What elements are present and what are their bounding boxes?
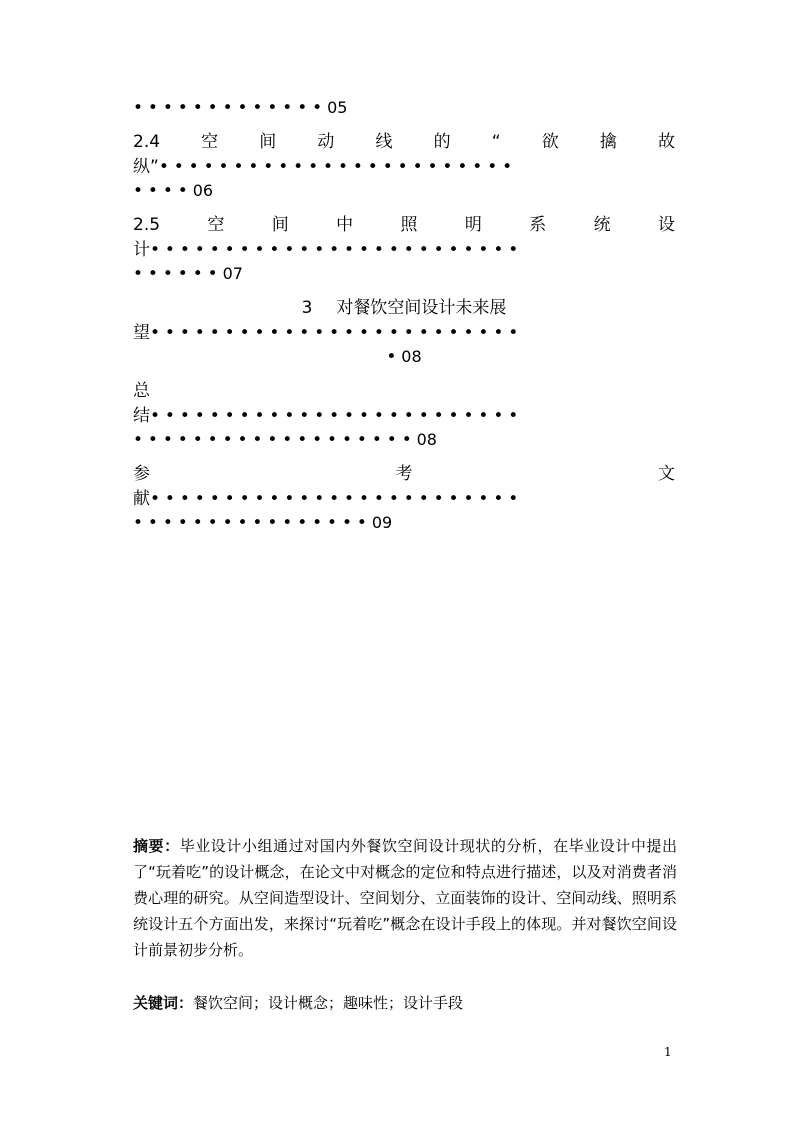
- toc-char: 的: [433, 132, 451, 152]
- abstract-paragraph: [133, 833, 677, 963]
- toc-text: 总: [133, 381, 150, 401]
- toc-leader-dots: •: [386, 347, 402, 367]
- toc-leader-dots: ••••••••••••••••: [133, 513, 372, 533]
- toc-entry-refs-line2: [133, 489, 675, 509]
- toc-leader-dots: •••••••••••••: [133, 98, 328, 118]
- toc-char: 2.5: [133, 215, 161, 235]
- toc-char: 参: [133, 464, 150, 484]
- keywords-label: 关键词：: [133, 994, 194, 1012]
- toc-entry-prev-line: [133, 98, 675, 118]
- toc-char: 擒: [599, 132, 617, 152]
- toc-char: “: [491, 132, 501, 152]
- toc-leader-dots: •••••••••••••••••••••••••: [150, 240, 524, 260]
- toc-chapter-number: 3: [301, 298, 313, 318]
- toc-page-number: 09: [371, 513, 393, 532]
- toc-char: 明: [464, 215, 482, 235]
- toc-text: 结: [133, 406, 150, 426]
- toc-entry-summary-line2: [133, 406, 675, 426]
- toc-char: 动: [317, 132, 335, 152]
- toc-text: 献: [133, 489, 150, 509]
- toc-entry-3-line2: [133, 323, 675, 343]
- toc-page-number: 06: [192, 181, 214, 200]
- toc-char: 空: [201, 132, 219, 152]
- toc-entry-2-5-line2: [133, 240, 675, 260]
- toc-char: 故: [657, 132, 675, 152]
- toc-char: 统: [593, 215, 611, 235]
- toc-leader-dots: •••••••••••••••••••••••••: [150, 489, 524, 509]
- keywords-line: [133, 991, 677, 1015]
- toc-leader-dots: ••••••: [133, 264, 223, 284]
- toc-char: 系: [529, 215, 547, 235]
- toc-char: 间: [259, 132, 277, 152]
- toc-char: 线: [375, 132, 393, 152]
- toc-entry-3-title: [133, 298, 675, 318]
- toc-entry-refs-title: [133, 464, 675, 484]
- toc-leader-dots: ••••••••••••••••••••••••: [158, 157, 518, 177]
- toc-char: 照: [400, 215, 418, 235]
- abstract-text: 毕业设计小组通过对国内外餐饮空间设计现状的分析，在毕业设计中提出了“玩着吃”的设计概念，在论文中对概念的定位和特点进行描述，以及对消费者消费心理的研究。从空间造型设计、空间划分、立面装饰的设计、空间动线、照明系统设计五个方面出发，来探讨“玩着吃”概念在设计手段上的体现。并对餐饮空间设计前景初步分析。: [133, 837, 677, 959]
- toc-entry-2-5-line3: [133, 264, 675, 284]
- toc-text: 计: [133, 240, 150, 260]
- toc-entry-3-line3: [133, 347, 675, 367]
- toc-char: 考: [395, 464, 413, 484]
- toc-entry-summary-line3: [133, 430, 675, 450]
- toc-leader-dots: •••••••••••••••••••••••••: [150, 323, 524, 343]
- toc-chapter-title: 对餐饮空间设计未来展: [336, 298, 507, 318]
- toc-char: 中: [336, 215, 354, 235]
- toc-char: 间: [271, 215, 289, 235]
- keywords-text: 餐饮空间；设计概念；趣味性；设计手段: [193, 994, 464, 1012]
- toc-page-number: 07: [222, 264, 243, 283]
- toc-page-number: 05: [327, 98, 348, 117]
- toc-entry-refs-line3: [133, 513, 675, 533]
- toc-entry-2-4-line3: [133, 181, 675, 201]
- toc-text: 纵”: [133, 157, 159, 177]
- toc-entry-2-4-line2: [133, 157, 675, 177]
- abstract-label: 摘要：: [133, 837, 180, 855]
- toc-char: 欲: [541, 132, 559, 152]
- toc-page-number: 08: [416, 430, 437, 449]
- toc-char: 空: [207, 215, 225, 235]
- toc-char: 设: [657, 215, 675, 235]
- toc-entry-2-4-title: [133, 132, 675, 152]
- toc-entry-2-5-title: [133, 215, 675, 235]
- toc-char: 2.4: [133, 132, 161, 152]
- toc-leader-dots: •••••••••••••••••••: [133, 430, 417, 450]
- toc-text: 望: [133, 323, 150, 343]
- toc-entry-summary-line1: [133, 381, 675, 401]
- page-number: 1: [664, 1045, 672, 1059]
- toc-char: 文: [658, 464, 675, 484]
- toc-leader-dots: ••••: [133, 181, 193, 201]
- toc-page-number: 08: [401, 347, 422, 366]
- toc-leader-dots: •••••••••••••••••••••••••: [150, 406, 524, 426]
